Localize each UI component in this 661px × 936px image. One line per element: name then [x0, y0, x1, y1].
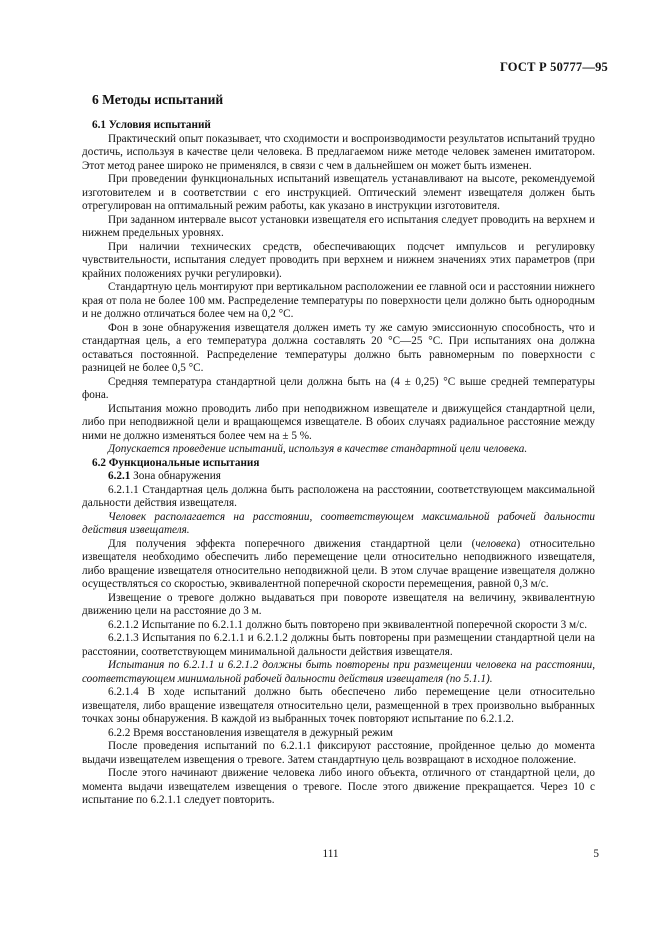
clause-6-2-1: [82, 470, 595, 484]
clause-number: 6.2.1: [108, 470, 131, 482]
paragraph: 6.2.1.3 Испытания по 6.2.1.1 и 6.2.1.2 должны быть повторены при размещении стандартной цели на расстоянии, соответствующем минимальной дальности действия извещателя.: [82, 632, 595, 658]
paragraph: [82, 538, 595, 592]
italic-note: Испытания по 6.2.1.1 и 6.2.1.2 должны быть повторены при размещении человека на расстоянии, соответствующем минимальной рабочей дальности действия извещателя (по 5.1.1).: [82, 659, 595, 685]
paragraph: При заданном интервале высот установки извещателя его испытания следует проводить на верхнем и нижнем предельных уровнях.: [82, 213, 595, 239]
paragraph: Практический опыт показывает, что сходимости и воспроизводимости результатов испытаний трудно достичь, используя в качестве цели человека. В предлагаемом ниже методе человек заменен имитатором. Этот метод ранее широко не применялся, в связи с чем в дальнейшем он может быть изменен.: [82, 132, 595, 172]
text-run: ) относительно извещателя необходимо обеспечить либо перемещение цели относительно неподвижного извещателя, либо вращение извещателя относительно неподвижной цели. В этом случае вращение извещателя должно осуществляться со скоростью, эквивалентной поперечной скорости перемещения, равной 0,3 м/с.: [82, 537, 596, 590]
document-page-number: 111: [322, 848, 339, 860]
paragraph: Стандартную цель монтируют при вертикальном расположении ее главной оси и расстоянии нижнего края от пола не более 100 мм. Распределение температуры по поверхности цели должно быть однородным и не должно отличаться более чем на 0,2 °С.: [82, 281, 595, 320]
document-body: [82, 92, 595, 808]
page-number: 5: [593, 848, 599, 860]
paragraph: После проведения испытаний по 6.2.1.1 фиксируют расстояние, пройденное целью до момента выдачи извещателем извещения о тревоге. Затем стандартную цель возвращают в исходное положение.: [82, 740, 595, 766]
paragraph: При проведении функциональных испытаний извещатель устанавливают на высоте, рекомендуемой изготовителем и в соответствии с его инструкцией. Оптический элемент извещателя должен быть отрегулирован на оптимальный режим работы, как указано в инструкции изготовителя.: [82, 173, 595, 212]
paragraph: Фон в зоне обнаружения извещателя должен иметь ту же самую эмиссионную способность, что и стандартная цель, а его температура должна составлять 20 °С—25 °С. При испытаниях она должна оставаться постоянной. Распределение температуры должно быть равномерным по поверхности с разницей не более 0,5 °С.: [82, 321, 595, 374]
paragraph: Извещение о тревоге должно выдаваться при повороте извещателя на величину, эквивалентную движению цели на расстояние до 3 м.: [82, 591, 595, 617]
italic-run: человека: [475, 537, 517, 550]
section-heading: [82, 92, 595, 108]
italic-note: Допускается проведение испытаний, используя в качестве стандартной цели человека.: [108, 443, 528, 455]
paragraph: 6.2.1.1 Стандартная цель должна быть расположена на расстоянии, соответствующем максимальной дальности действия извещателя.: [82, 483, 595, 509]
text-run: Для получения эффекта поперечного движения стандартной цели (: [108, 537, 476, 550]
subsection-title-6-2: 6.2 Функциональные испытания: [92, 456, 260, 469]
section-number: 6: [92, 92, 99, 107]
clause-title: Зона обнаружения: [130, 470, 221, 482]
italic-note: Человек располагается на расстоянии, соответствующем максимальной рабочей дальности действия извещателя.: [82, 510, 595, 536]
paragraph: 6.2.1.4 В ходе испытаний должно быть обеспечено либо перемещение цели относительно извещателя, либо вращение извещателя относительно цели, размещенной в трех произвольно выбранных точках зоны обнаружения. В каждой из выбранных точек повторяют испытание по 6.2.1.2.: [82, 686, 595, 725]
clause-6-2-2: 6.2.2 Время восстановления извещателя в дежурный режим: [108, 726, 393, 739]
paragraph: После этого начинают движение человека либо иного объекта, отличного от стандартной цели, до момента выдачи извещателем извещения о тревоге. После этого движение прекращается. Через 10 с испытание по 6.2.1.1 следует повторить.: [82, 767, 595, 806]
paragraph: Средняя температура стандартной цели должна быть на (4 ± 0,25) °С выше средней температуры фона.: [82, 375, 595, 401]
standard-header: ГОСТ Р 50777—95: [499, 60, 608, 74]
paragraph: 6.2.1.2 Испытание по 6.2.1.1 должно быть повторено при эквивалентной поперечной скорости 3 м/с.: [108, 618, 587, 631]
section-title: Методы испытаний: [102, 92, 224, 107]
subsection-title-6-1: 6.1 Условия испытаний: [92, 119, 211, 131]
paragraph: При наличии технических средств, обеспечивающих подсчет импульсов и регулировку чувствительности, испытания следует проводить при верхнем и нижнем значениях этих параметров (при крайних положениях ручки регулировки).: [82, 240, 595, 280]
paragraph: Испытания можно проводить либо при неподвижном извещателе и движущейся стандартной цели, либо при неподвижной цели и вращающемся извещателе. В обоих случаях радиальное расстояние между ними не должно изменяться более чем на ± 5 %.: [82, 402, 595, 442]
